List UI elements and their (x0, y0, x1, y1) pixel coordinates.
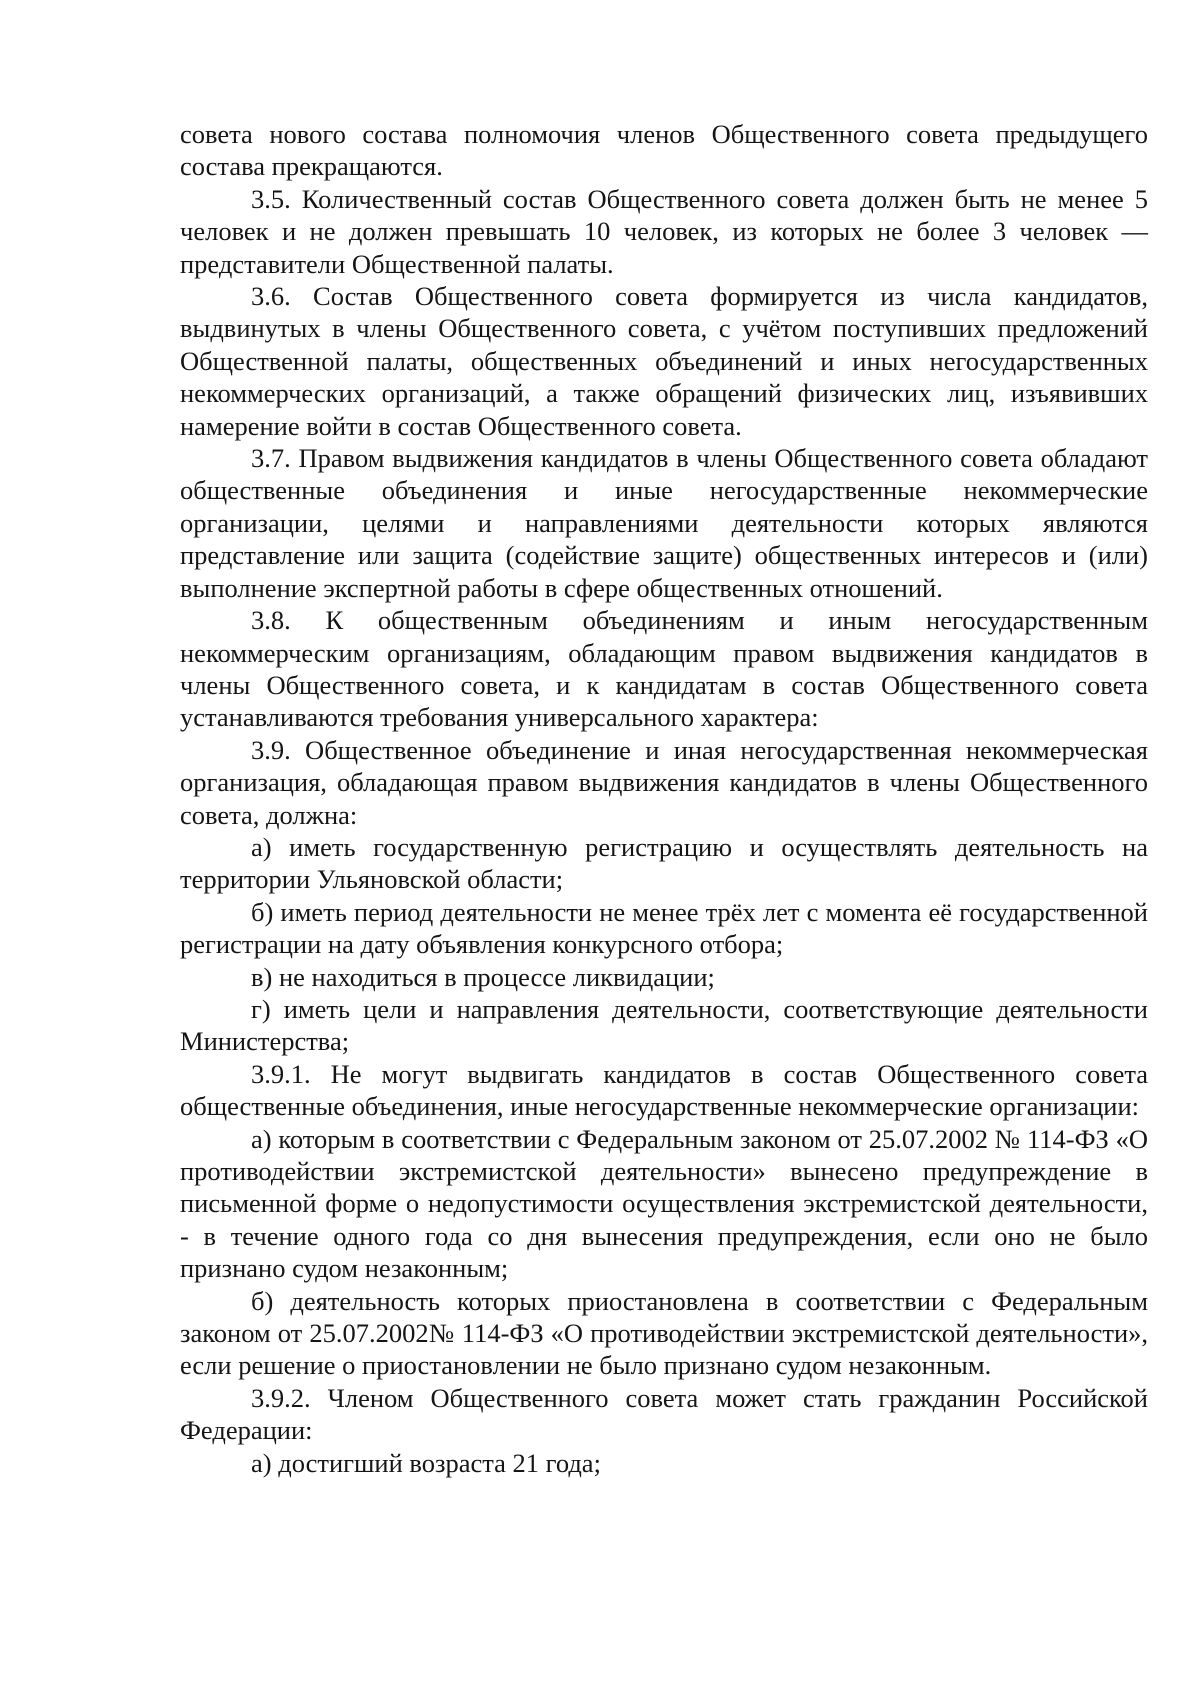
list-item-g-matching-goals: г) иметь цели и направления деятельности, соответствующие деятельности Министерства; (180, 993, 1148, 1057)
document-body (180, 118, 1148, 1479)
paragraph-3-7-nomination-right: 3.7. Правом выдвижения кандидатов в члены Общественного совета обладают общественные объединения и иные негосударственные некоммерческие организации, целями и направлениями деятельности которых являются представление или защита (содействие защите) общественных интересов и (или) выполнение экспертной работы в сфере общественных отношений. (180, 443, 1148, 603)
paragraph-3-9-1-excluded-organizations: 3.9.1. Не могут выдвигать кандидатов в состав Общественного совета общественные объединения, иные негосударственные некоммерческие организации: (180, 1058, 1148, 1122)
paragraph-3-6-council-formation: 3.6. Состав Общественного совета формируется из числа кандидатов, выдвинутых в члены Общественного совета, с учётом поступивших предложений Общественной палаты, общественных объединений и иных негосударственных некоммерческих организаций, а также обращений физических лиц, изъявивших намерение войти в состав Общественного совета. (180, 281, 1148, 441)
list-item-a-age-requirement: а) достигший возраста 21 года; (251, 1447, 601, 1478)
list-item-a-registration: а) иметь государственную регистрацию и осуществлять деятельность на территории Ульяновской области; (180, 831, 1148, 895)
paragraph-3-5-council-size: 3.5. Количественный состав Общественного совета должен быть не менее 5 человек и не должен превышать 10 человек, из которых не более 3 человек — представители Общественной палаты. (180, 183, 1148, 279)
paragraph-3-9-organization-requirements: 3.9. Общественное объединение и иная негосударственная некоммерческая организация, обладающая правом выдвижения кандидатов в члены Общественного совета, должна: (180, 734, 1148, 830)
paragraph-council-term-end: совета нового состава полномочия членов Общественного совета предыдущего состава прекращаются. (180, 119, 1148, 182)
list-item-v-not-liquidating: в) не находиться в процессе ликвидации; (251, 961, 715, 992)
list-item-a-extremism-warning: а) которым в соответствии с Федеральным законом от 25.07.2002 № 114-ФЗ «О противодействии экстремистской деятельности» вынесено предупреждение в письменной форме о недопустимости осуществления экстремистской деятельности, - в течение одного года со дня вынесения предупреждения, если оно не было признано судом незаконным; (180, 1123, 1148, 1284)
list-item-b-activity-period: б) иметь период деятельности не менее трёх лет с момента её государственной регистрации на дату объявления конкурсного отбора; (180, 896, 1148, 960)
list-item-b-suspended-activity: б) деятельность которых приостановлена в соответствии с Федеральным законом от 25.07.2002№ 114-ФЗ «О противодействии экстремистской деятельности», если решение о приостановлении не было признано судом незаконным. (180, 1285, 1148, 1381)
paragraph-3-8-universal-requirements: 3.8. К общественным объединениям и иным негосударственным некоммерческим организациям, обладающим правом выдвижения кандидатов в члены Общественного совета, и к кандидатам в состав Общественного совета устанавливаются требования универсального характера: (180, 605, 1148, 733)
paragraph-3-9-2-member-eligibility: 3.9.2. Членом Общественного совета может стать гражданин Российской Федерации: (180, 1382, 1148, 1446)
